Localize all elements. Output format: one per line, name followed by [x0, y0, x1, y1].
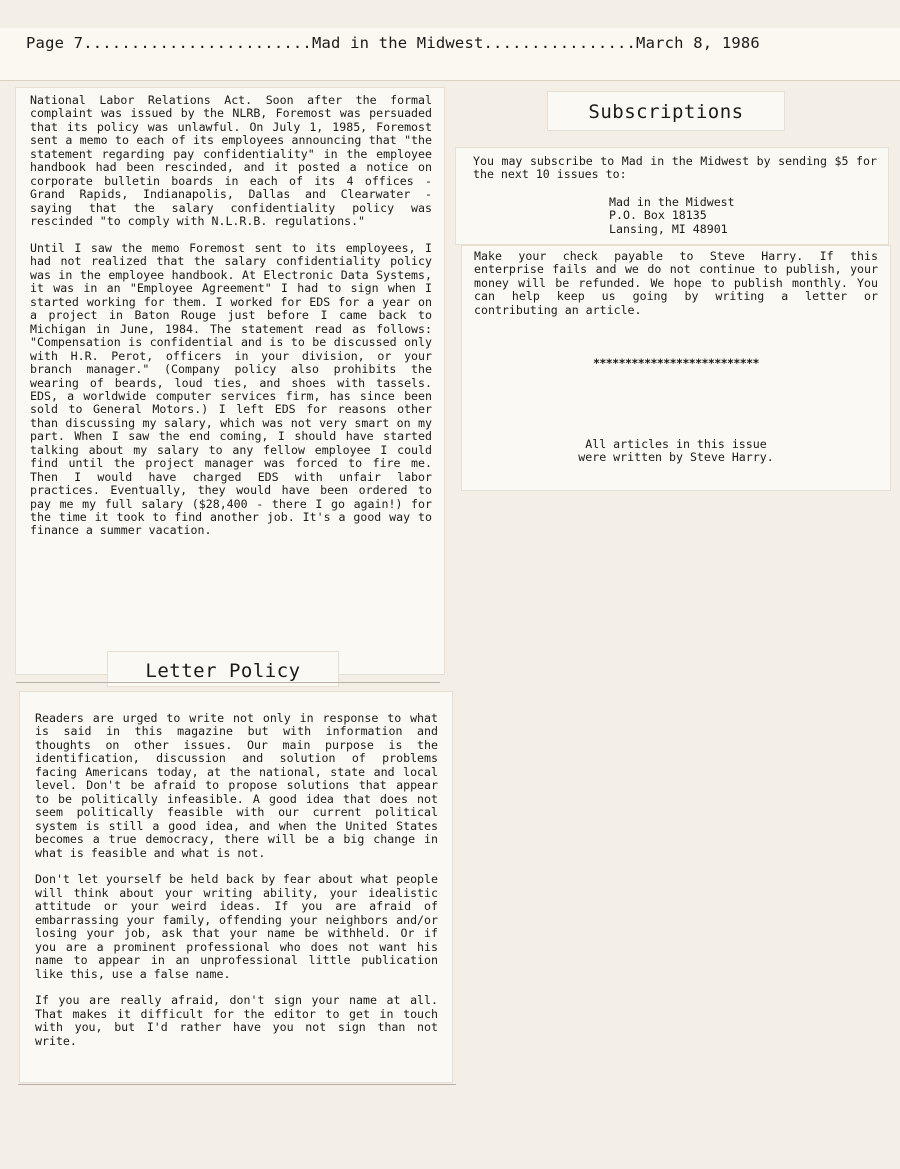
header-line: Page 7........................Mad in the Midwest................March 8, 1986 [26, 34, 760, 52]
author-credit [462, 438, 890, 465]
article-clipping [16, 88, 444, 674]
letter-policy-paragraph: If you are really afraid, don't sign your name at all. That makes it difficult for the editor to get in touch with you, but I'd rather have you not sign than not write. [35, 993, 438, 1048]
divider-rule [16, 682, 440, 683]
letter-policy-heading-clipping [108, 652, 338, 686]
letter-policy-heading: Letter Policy [145, 660, 301, 682]
subscriptions-intro: You may subscribe to Mad in the Midwest by sending $5 for the next 10 issues to: [473, 154, 877, 182]
credit-line: All articles in this issue [585, 437, 767, 451]
article-paragraph: National Labor Relations Act. Soon after the formal complaint was issued by the NLRB, Foremost was persuaded that its policy was unlawful. On July 1, 1985, Foremost sent a memo to each of its employees announcing that "the statement regarding pay confidentiality" in the employee handbook had been rescinded, and it posted a notice on corporate bulletin boards in each of its 4 offices - Grand Rapids, Indianapolis, Dallas and Clearwater - saying that the salary confidentiality policy was rescinded "to comply with N.L.R.B. regulations." [30, 93, 432, 229]
mailing-address [609, 196, 735, 236]
subscriptions-note: Make your check payable to Steve Harry. If this enterprise fails and we do not continue to publish, your money will be refunded. We hope to publish monthly. You can help keep us going by writing a letter or contributing an article. [474, 249, 878, 317]
letter-policy-paragraph: Readers are urged to write not only in response to what is said in this magazine but with information and thoughts on other issues. Our main purpose is the identification, discussion and solution of problems facing Americans today, at the national, state and local level. Don't be afraid to propose solutions that appear to be politically infeasible. A good idea that does not seem politically feasible with our current political system is still a good idea, and when the United States becomes a true democracy, there will be a big change in what is feasible and what is not. [35, 711, 438, 860]
subscriptions-heading: Subscriptions [588, 101, 744, 123]
address-line: Mad in the Midwest [609, 195, 735, 209]
subscriptions-note-clipping [462, 246, 890, 490]
address-line: Lansing, MI 48901 [609, 221, 728, 236]
letter-policy-paragraph: Don't let yourself be held back by fear about what people will think about your writing ability, your idealistic attitude or your weird ideas. If you are afraid of embarrassing your family, offending your neighbors and/or losing your job, ask that your name be withheld. Or if you are a prominent professional who does not want his name to appear in an unprofessional little publication like this, use a false name. [35, 872, 438, 981]
star-divider: ************************** [593, 356, 759, 370]
subscriptions-heading-clipping [548, 92, 784, 130]
subscriptions-info-clipping [456, 148, 888, 244]
letter-policy-body [35, 712, 438, 1048]
article-body [30, 94, 432, 538]
address-line: P.O. Box 18135 [609, 208, 707, 223]
credit-line: were written by Steve Harry. [578, 450, 774, 465]
letter-policy-clipping [20, 692, 452, 1082]
page-header [0, 28, 900, 81]
article-paragraph: Until I saw the memo Foremost sent to its employees, I had not realized that the salary confidentiality policy was in the employee handbook. At Electronic Data Systems, it was in an "Employee Agreement" I had to sign when I started working for them. I worked for EDS for a year on a project in Baton Rouge just before I came back to Michigan in June, 1984. The statement read as follows: "Compensation is confidential and is to be discussed only with H.R. Perot, officers in your division, or your branch manager." (Company policy also prohibits the wearing of beards, loud ties, and shoes with tassels. EDS, a worldwide computer services firm, has since been sold to General Motors.) I left EDS for reasons other than discussing my salary, which was not very smart on my part. When I saw the end coming, I should have started talking about my salary to any fellow employee I could find until the project manager was forced to fire me. Then I would have charged EDS with unfair labor practices. Eventually, they would have been ordered to pay me my full salary ($28,400 - there I go again!) for the time it took to find another job. It's a good way to finance a summer vacation. [30, 240, 432, 538]
divider-rule [18, 1084, 456, 1085]
